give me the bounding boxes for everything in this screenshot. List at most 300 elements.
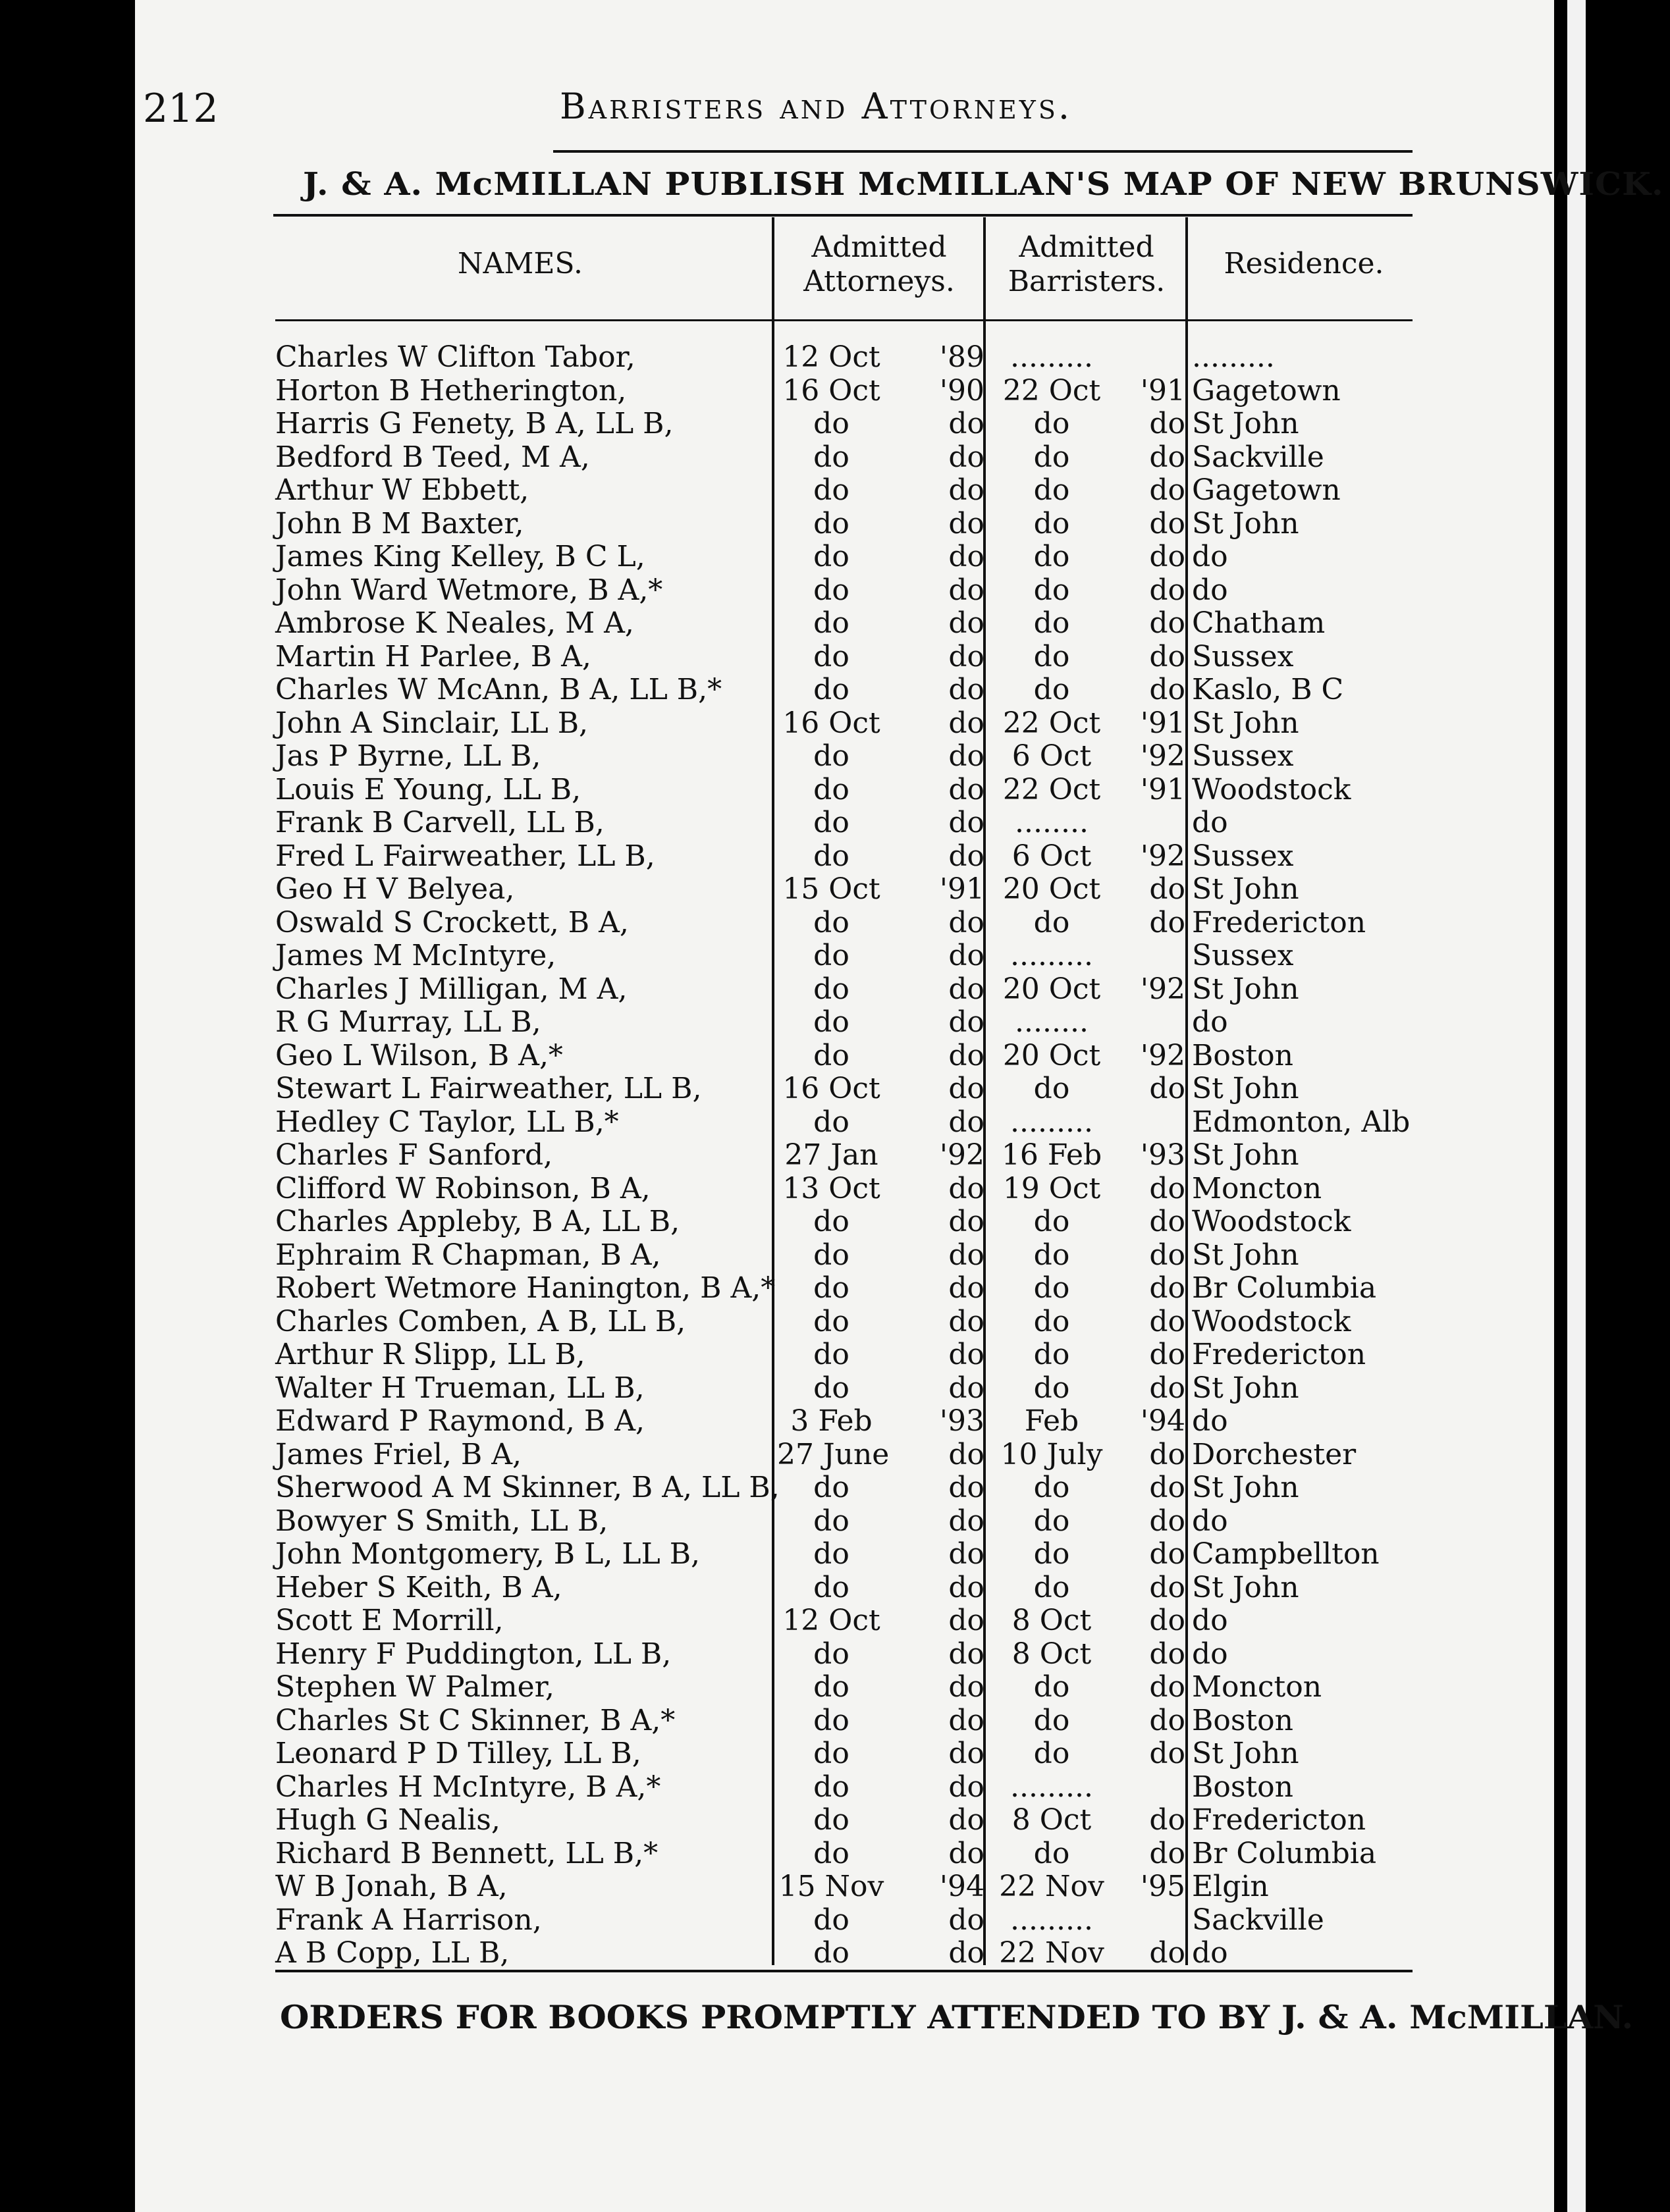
table-row: [0, 939, 1670, 972]
admitted-attorney-year: do: [948, 1171, 984, 1205]
admitted-barrister-year: do: [1149, 407, 1185, 440]
admitted-barrister-date: 20 Oct: [1002, 872, 1101, 906]
admitted-barrister-year: do: [1149, 473, 1185, 507]
attorney-name: Edward P Raymond, B A,: [275, 1404, 645, 1438]
rule-header-bottom: [275, 319, 1413, 321]
attorney-name: Charles St C Skinner, B A,*: [275, 1703, 676, 1737]
admitted-attorney-date: do: [813, 1038, 849, 1072]
admitted-barrister-year: do: [1149, 1936, 1185, 1970]
admitted-attorney-year: do: [948, 905, 984, 939]
residence: Chatham: [1192, 606, 1326, 640]
table-row: [0, 907, 1670, 939]
residence: Fredericton: [1192, 1803, 1366, 1837]
admitted-attorney-date: do: [813, 1238, 849, 1272]
attorney-name: James Friel, B A,: [275, 1437, 522, 1471]
admitted-attorney-year: do: [948, 1304, 984, 1338]
admitted-barrister-date: ........: [1015, 1005, 1089, 1039]
admitted-attorney-year: do: [948, 1338, 984, 1371]
table-row: [0, 341, 1670, 374]
admitted-attorney-date: do: [813, 540, 849, 573]
rule-table-bottom: [275, 1970, 1413, 1972]
admitted-barrister-date: do: [1033, 673, 1070, 706]
admitted-barrister-year: do: [1149, 673, 1185, 706]
admitted-barrister-date: 10 July: [1000, 1437, 1103, 1471]
admitted-barrister-year: do: [1149, 606, 1185, 640]
residence: Sackville: [1192, 440, 1324, 474]
admitted-barrister-year: do: [1149, 573, 1185, 607]
residence: Sackville: [1192, 1903, 1324, 1937]
table-row: [0, 740, 1670, 773]
admitted-barrister-year: do: [1149, 1537, 1185, 1571]
admitted-barrister-year: do: [1149, 1437, 1185, 1471]
residence: Kaslo, B C: [1192, 673, 1344, 706]
table-row: [0, 1837, 1670, 1870]
attorney-name: Henry F Puddington, LL B,: [275, 1637, 672, 1671]
admitted-barrister-date: 20 Oct: [1002, 1038, 1101, 1072]
admitted-attorney-date: do: [813, 1570, 849, 1604]
residence: Woodstock: [1192, 1304, 1351, 1338]
admitted-barrister-date: do: [1033, 1703, 1070, 1737]
attorney-name: Bedford B Teed, M A,: [275, 440, 590, 474]
admitted-barrister-year: do: [1149, 1271, 1185, 1305]
admitted-barrister-date: do: [1033, 1371, 1070, 1405]
table-row: [0, 1405, 1670, 1438]
table-row: [0, 1305, 1670, 1338]
table-row: [0, 1106, 1670, 1139]
admitted-barrister-date: 22 Oct: [1002, 706, 1101, 740]
table-row: [0, 1205, 1670, 1238]
admitted-attorney-date: do: [813, 473, 849, 507]
admitted-attorney-date: do: [813, 1271, 849, 1305]
admitted-attorney-year: do: [948, 1670, 984, 1704]
table-row: [0, 1904, 1670, 1937]
residence: St John: [1192, 1138, 1299, 1172]
admitted-barrister-date: 6 Oct: [1011, 839, 1092, 873]
admitted-barrister-year: '92: [1140, 739, 1185, 773]
residence: St John: [1192, 706, 1299, 740]
admitted-barrister-date: 6 Oct: [1011, 739, 1092, 773]
admitted-attorney-year: do: [948, 1570, 984, 1604]
admitted-attorney-year: do: [948, 1537, 984, 1571]
admitted-barrister-year: '93: [1140, 1138, 1185, 1172]
admitted-attorney-date: 3 Feb: [790, 1404, 873, 1438]
admitted-barrister-date: 22 Nov: [999, 1870, 1104, 1903]
residence: do: [1192, 1005, 1228, 1039]
table-row: [0, 1804, 1670, 1837]
table-row: [0, 1870, 1670, 1903]
admitted-barrister-year: do: [1149, 1570, 1185, 1604]
residence: St John: [1192, 1072, 1299, 1105]
admitted-attorney-year: do: [948, 1205, 984, 1238]
table-row: [0, 1471, 1670, 1504]
attorney-name: Ambrose K Neales, M A,: [275, 606, 634, 640]
attorney-name: Stephen W Palmer,: [275, 1670, 554, 1704]
admitted-attorney-date: do: [813, 772, 849, 806]
attorney-name: W B Jonah, B A,: [275, 1870, 508, 1903]
admitted-barrister-date: do: [1033, 1537, 1070, 1571]
admitted-attorney-date: do: [813, 673, 849, 706]
admitted-attorney-year: '90: [939, 373, 984, 408]
attorney-name: R G Murray, LL B,: [275, 1005, 541, 1039]
admitted-attorney-year: do: [948, 1005, 984, 1039]
admitted-barrister-date: do: [1033, 1238, 1070, 1272]
residence: Woodstock: [1192, 772, 1351, 806]
admitted-attorney-year: do: [948, 839, 984, 873]
residence: do: [1192, 1504, 1228, 1538]
admitted-barrister-date: .........: [1010, 1105, 1093, 1139]
residence: Br Columbia: [1192, 1271, 1377, 1305]
table-row: [0, 873, 1670, 906]
admitted-attorney-year: do: [948, 772, 984, 806]
admitted-barrister-year: do: [1149, 1836, 1185, 1870]
residence: do: [1192, 1604, 1228, 1637]
admitted-barrister-date: do: [1033, 1338, 1070, 1371]
table-row: [0, 1172, 1670, 1205]
admitted-barrister-year: do: [1149, 639, 1185, 673]
admitted-barrister-date: do: [1033, 407, 1070, 440]
attorney-name: Hedley C Taylor, LL B,*: [275, 1105, 619, 1139]
admitted-barrister-date: do: [1033, 573, 1070, 607]
page-number: 212: [143, 86, 219, 132]
admitted-attorney-date: 15 Oct: [782, 872, 880, 906]
table-row: [0, 1239, 1670, 1272]
admitted-attorney-year: do: [948, 1271, 984, 1305]
admitted-attorney-year: do: [948, 1604, 984, 1637]
attorney-name: Charles H McIntyre, B A,*: [275, 1770, 661, 1804]
admitted-attorney-year: do: [948, 1770, 984, 1804]
admitted-attorney-year: do: [948, 473, 984, 507]
admitted-barrister-date: do: [1033, 639, 1070, 673]
advert-top: J. & A. McMILLAN PUBLISH McMILLAN'S MAP OF NEW BRUNSWICK.: [303, 166, 1664, 203]
attorney-name: John Ward Wetmore, B A,*: [275, 573, 663, 607]
admitted-attorney-date: do: [813, 806, 849, 839]
residence: Woodstock: [1192, 1205, 1351, 1238]
attorney-name: John Montgomery, B L, LL B,: [275, 1537, 701, 1571]
running-title: Barristers and Attorneys.: [560, 86, 1073, 127]
admitted-attorney-date: do: [813, 1304, 849, 1338]
table-row: [0, 540, 1670, 573]
admitted-attorney-date: do: [813, 1903, 849, 1937]
admitted-barrister-year: '91: [1140, 772, 1185, 806]
residence: Moncton: [1192, 1171, 1322, 1205]
residence: St John: [1192, 1570, 1299, 1604]
admitted-attorney-date: do: [813, 1836, 849, 1870]
admitted-barrister-date: 8 Oct: [1011, 1604, 1092, 1637]
table-row: [0, 1438, 1670, 1471]
table-row: [0, 1771, 1670, 1804]
admitted-barrister-date: 19 Oct: [1002, 1171, 1101, 1205]
admitted-attorney-year: do: [948, 1836, 984, 1870]
residence: Gagetown: [1192, 473, 1341, 507]
attorney-name: Heber S Keith, B A,: [275, 1570, 562, 1604]
column-header-barristers-line2: Barristers.: [1008, 265, 1166, 298]
admitted-attorney-year: do: [948, 1371, 984, 1405]
admitted-barrister-year: do: [1149, 1072, 1185, 1105]
table-row: [0, 774, 1670, 806]
admitted-attorney-date: 27 June: [777, 1437, 890, 1471]
admitted-attorney-year: do: [948, 739, 984, 773]
admitted-attorney-date: do: [813, 905, 849, 939]
advert-bottom: ORDERS FOR BOOKS PROMPTLY ATTENDED TO BY J. & A. McMILLAN.: [280, 1998, 1634, 2036]
admitted-attorney-year: do: [948, 1737, 984, 1770]
admitted-attorney-date: do: [813, 1105, 849, 1139]
admitted-barrister-date: do: [1033, 905, 1070, 939]
admitted-barrister-date: 16 Feb: [1001, 1138, 1102, 1172]
admitted-barrister-date: Feb: [1024, 1404, 1079, 1438]
admitted-barrister-date: do: [1033, 1271, 1070, 1305]
table-row: [0, 1505, 1670, 1538]
rule-top-1: [553, 150, 1413, 153]
admitted-barrister-date: do: [1033, 606, 1070, 640]
attorney-name: John B M Baxter,: [275, 506, 524, 540]
admitted-barrister-date: 22 Nov: [999, 1936, 1104, 1970]
table-row: [0, 1372, 1670, 1405]
admitted-attorney-year: '89: [939, 340, 984, 374]
admitted-barrister-date: do: [1033, 440, 1070, 474]
admitted-barrister-year: '92: [1140, 972, 1185, 1006]
attorney-name: Arthur W Ebbett,: [275, 473, 529, 507]
attorney-name: Jas P Byrne, LL B,: [275, 739, 541, 773]
attorney-name: Charles Appleby, B A, LL B,: [275, 1205, 680, 1238]
attorney-name: Ephraim R Chapman, B A,: [275, 1238, 661, 1272]
admitted-barrister-year: do: [1149, 1471, 1185, 1504]
admitted-attorney-date: 12 Oct: [782, 340, 880, 374]
admitted-attorney-year: do: [948, 1038, 984, 1072]
table-row: [0, 1737, 1670, 1770]
residence: St John: [1192, 1371, 1299, 1405]
admitted-attorney-year: do: [948, 407, 984, 440]
admitted-barrister-year: do: [1149, 1703, 1185, 1737]
admitted-attorney-date: do: [813, 639, 849, 673]
residence: St John: [1192, 1238, 1299, 1272]
residence: Boston: [1192, 1770, 1293, 1804]
residence: Fredericton: [1192, 905, 1366, 939]
admitted-barrister-year: do: [1149, 440, 1185, 474]
attorney-name: Scott E Morrill,: [275, 1604, 504, 1637]
column-header-residence: Residence.: [1224, 247, 1384, 280]
admitted-attorney-year: '91: [939, 872, 984, 906]
admitted-attorney-date: do: [813, 440, 849, 474]
residence: Sussex: [1192, 939, 1294, 972]
admitted-barrister-year: '91: [1140, 706, 1185, 740]
admitted-attorney-date: do: [813, 939, 849, 972]
table-row: [0, 707, 1670, 740]
attorney-name: James King Kelley, B C L,: [275, 540, 645, 573]
attorney-name: Geo H V Belyea,: [275, 872, 515, 906]
admitted-barrister-year: '94: [1140, 1404, 1185, 1438]
attorney-name: Leonard P D Tilley, LL B,: [275, 1737, 641, 1770]
attorney-name: Fred L Fairweather, LL B,: [275, 839, 655, 873]
attorney-name: James M McIntyre,: [275, 939, 556, 972]
rule-top-2: [273, 214, 1413, 217]
admitted-attorney-date: do: [813, 1471, 849, 1504]
residence: Gagetown: [1192, 373, 1341, 408]
attorney-name: Charles F Sanford,: [275, 1138, 553, 1172]
admitted-attorney-date: do: [813, 1737, 849, 1770]
residence: St John: [1192, 1471, 1299, 1504]
residence: St John: [1192, 1737, 1299, 1770]
admitted-barrister-year: do: [1149, 905, 1185, 939]
table-row: [0, 1006, 1670, 1039]
admitted-attorney-date: 15 Nov: [778, 1870, 884, 1903]
attorney-name: Bowyer S Smith, LL B,: [275, 1504, 608, 1538]
admitted-barrister-date: do: [1033, 1304, 1070, 1338]
residence: Sussex: [1192, 639, 1294, 673]
residence: Elgin: [1192, 1870, 1269, 1903]
residence: Campbellton: [1192, 1537, 1380, 1571]
admitted-barrister-year: do: [1149, 1205, 1185, 1238]
residence: Boston: [1192, 1038, 1293, 1072]
admitted-barrister-year: do: [1149, 872, 1185, 906]
admitted-attorney-date: do: [813, 1371, 849, 1405]
residence: do: [1192, 1404, 1228, 1438]
admitted-barrister-date: do: [1033, 1570, 1070, 1604]
admitted-attorney-year: do: [948, 1936, 984, 1970]
table-row: [0, 474, 1670, 507]
admitted-attorney-year: '92: [939, 1138, 984, 1172]
attorney-name: Walter H Trueman, LL B,: [275, 1371, 645, 1405]
table-row: [0, 1040, 1670, 1072]
table-row: [0, 973, 1670, 1006]
residence: do: [1192, 1936, 1228, 1970]
admitted-barrister-date: do: [1033, 1471, 1070, 1504]
admitted-attorney-year: do: [948, 540, 984, 573]
attorney-name: Charles J Milligan, M A,: [275, 972, 628, 1006]
admitted-attorney-year: do: [948, 939, 984, 972]
table-row: [0, 508, 1670, 540]
admitted-attorney-year: '93: [939, 1404, 984, 1438]
column-header-attorneys-line1: Admitted: [811, 230, 947, 264]
residence: do: [1192, 1637, 1228, 1671]
admitted-attorney-date: do: [813, 1205, 849, 1238]
admitted-barrister-year: do: [1149, 1304, 1185, 1338]
residence: Moncton: [1192, 1670, 1322, 1704]
admitted-barrister-year: '95: [1140, 1870, 1185, 1903]
attorney-name: Geo L Wilson, B A,*: [275, 1038, 563, 1072]
residence: St John: [1192, 506, 1299, 540]
admitted-barrister-date: do: [1033, 1205, 1070, 1238]
residence: do: [1192, 540, 1228, 573]
attorney-name: Richard B Bennett, LL B,*: [275, 1836, 659, 1870]
attorney-name: Martin H Parlee, B A,: [275, 639, 591, 673]
admitted-attorney-year: do: [948, 1072, 984, 1105]
admitted-attorney-date: do: [813, 1338, 849, 1371]
admitted-barrister-year: do: [1149, 1803, 1185, 1837]
admitted-barrister-year: do: [1149, 1737, 1185, 1770]
attorney-name: Charles W Clifton Tabor,: [275, 340, 635, 374]
admitted-attorney-date: 27 Jan: [784, 1138, 878, 1172]
admitted-barrister-year: do: [1149, 506, 1185, 540]
admitted-attorney-date: do: [813, 1703, 849, 1737]
admitted-attorney-date: do: [813, 573, 849, 607]
table-row: [0, 441, 1670, 474]
admitted-attorney-year: '94: [939, 1870, 984, 1903]
admitted-attorney-date: do: [813, 972, 849, 1006]
table-row: [0, 1338, 1670, 1371]
admitted-barrister-year: '92: [1140, 839, 1185, 873]
admitted-attorney-year: do: [948, 506, 984, 540]
admitted-barrister-date: ........: [1015, 806, 1089, 839]
attorney-name: Clifford W Robinson, B A,: [275, 1171, 651, 1205]
attorney-name: Sherwood A M Skinner, B A, LL B,: [275, 1471, 780, 1504]
table-row: [0, 1139, 1670, 1172]
attorney-name: Charles Comben, A B, LL B,: [275, 1304, 686, 1338]
table-row: [0, 375, 1670, 408]
admitted-attorney-date: do: [813, 839, 849, 873]
table-row: [0, 607, 1670, 640]
table-row: [0, 1704, 1670, 1737]
column-header-barristers: [988, 230, 1185, 299]
residence: Sussex: [1192, 839, 1294, 873]
admitted-barrister-year: do: [1149, 1338, 1185, 1371]
admitted-attorney-date: do: [813, 739, 849, 773]
admitted-barrister-year: do: [1149, 1637, 1185, 1671]
admitted-attorney-year: do: [948, 1637, 984, 1671]
admitted-barrister-date: .........: [1010, 1903, 1093, 1937]
table-row: [0, 1937, 1670, 1970]
admitted-barrister-year: do: [1149, 1238, 1185, 1272]
admitted-barrister-date: 22 Oct: [1002, 373, 1101, 408]
residence: Br Columbia: [1192, 1836, 1377, 1870]
table-row: [0, 1638, 1670, 1671]
column-header-attorneys: [777, 230, 981, 299]
admitted-barrister-date: do: [1033, 1836, 1070, 1870]
admitted-attorney-date: do: [813, 1803, 849, 1837]
admitted-attorney-year: do: [948, 1437, 984, 1471]
table-row: [0, 840, 1670, 873]
admitted-attorney-year: do: [948, 806, 984, 839]
admitted-attorney-date: do: [813, 407, 849, 440]
attorney-name: Frank B Carvell, LL B,: [275, 806, 605, 839]
admitted-attorney-date: do: [813, 1504, 849, 1538]
admitted-barrister-date: .........: [1010, 939, 1093, 972]
table-row: [0, 806, 1670, 839]
admitted-barrister-date: do: [1033, 506, 1070, 540]
admitted-barrister-date: .........: [1010, 340, 1093, 374]
admitted-attorney-year: do: [948, 1504, 984, 1538]
admitted-barrister-year: '92: [1140, 1038, 1185, 1072]
attorney-name: Charles W McAnn, B A, LL B,*: [275, 673, 722, 706]
column-header-barristers-line1: Admitted: [1019, 230, 1154, 264]
admitted-barrister-year: do: [1149, 540, 1185, 573]
admitted-barrister-date: do: [1033, 473, 1070, 507]
admitted-barrister-date: do: [1033, 1504, 1070, 1538]
admitted-barrister-date: do: [1033, 1670, 1070, 1704]
admitted-attorney-year: do: [948, 1803, 984, 1837]
attorney-name: Arthur R Slipp, LL B,: [275, 1338, 585, 1371]
admitted-attorney-year: do: [948, 440, 984, 474]
admitted-attorney-year: do: [948, 706, 984, 740]
admitted-attorney-date: 16 Oct: [782, 1072, 880, 1105]
admitted-attorney-year: do: [948, 673, 984, 706]
admitted-attorney-year: do: [948, 972, 984, 1006]
admitted-attorney-year: do: [948, 573, 984, 607]
admitted-barrister-year: '91: [1140, 373, 1185, 408]
admitted-attorney-date: 13 Oct: [782, 1171, 880, 1205]
attorney-name: John A Sinclair, LL B,: [275, 706, 589, 740]
residence: Edmonton, Alb: [1192, 1105, 1411, 1139]
residence: Sussex: [1192, 739, 1294, 773]
table-row: [0, 641, 1670, 673]
residence: Boston: [1192, 1703, 1293, 1737]
admitted-barrister-date: 22 Oct: [1002, 772, 1101, 806]
admitted-attorney-date: do: [813, 606, 849, 640]
admitted-attorney-date: do: [813, 1770, 849, 1804]
admitted-attorney-year: do: [948, 639, 984, 673]
admitted-barrister-date: do: [1033, 1072, 1070, 1105]
admitted-attorney-date: 16 Oct: [782, 706, 880, 740]
admitted-attorney-date: do: [813, 1637, 849, 1671]
